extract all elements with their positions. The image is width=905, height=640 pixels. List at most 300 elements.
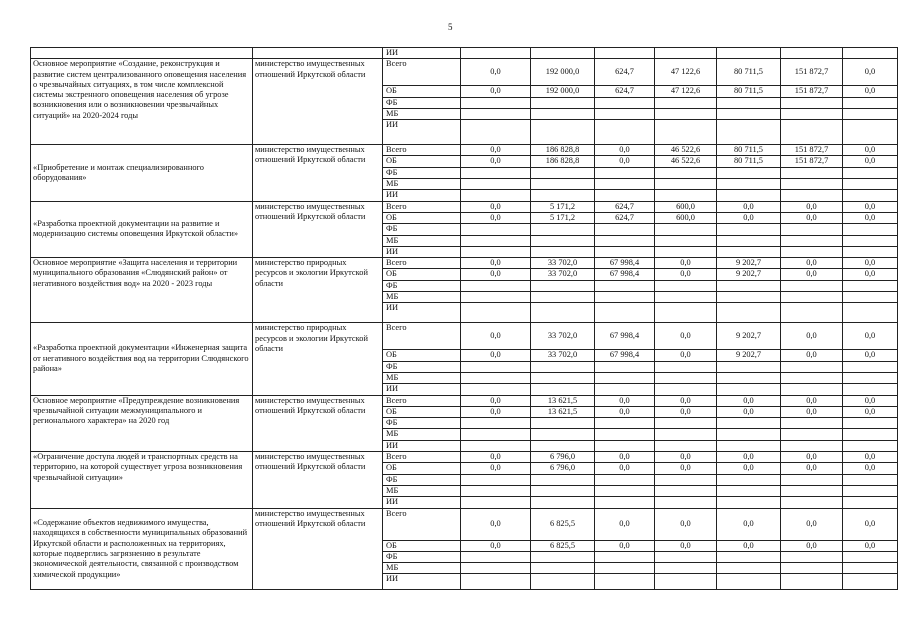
value-cell: 0,0: [781, 452, 843, 463]
funding-source-cell: ФБ: [383, 551, 461, 562]
table-row: [31, 48, 898, 59]
value-cell: 0,0: [655, 463, 717, 474]
value-cell: [531, 474, 595, 485]
value-cell: 0,0: [595, 508, 655, 540]
value-cell: [531, 485, 595, 496]
value-cell: 0,0: [843, 86, 898, 97]
value-cell: 0,0: [595, 395, 655, 406]
value-cell: [595, 563, 655, 574]
funding-source-cell: Всего: [383, 508, 461, 540]
value-cell: [655, 384, 717, 395]
value-cell: 0,0: [655, 269, 717, 280]
value-cell: [461, 235, 531, 246]
value-cell: 192 000,0: [531, 59, 595, 86]
value-cell: [843, 418, 898, 429]
value-cell: [655, 429, 717, 440]
value-cell: 0,0: [781, 323, 843, 350]
value-cell: [781, 361, 843, 372]
funding-source-cell: Всего: [383, 323, 461, 350]
table-row: [31, 201, 898, 212]
value-cell: [781, 497, 843, 508]
value-cell: 80 711,5: [717, 86, 781, 97]
funding-source-cell: МБ: [383, 485, 461, 496]
funding-source-cell: ОБ: [383, 406, 461, 417]
value-cell: [595, 235, 655, 246]
funding-source-cell: ФБ: [383, 167, 461, 178]
executor-cell: министерство природных ресурсов и экологии Иркутской области: [253, 258, 383, 323]
value-cell: 5 171,2: [531, 201, 595, 212]
value-cell: 6 825,5: [531, 540, 595, 551]
value-cell: 0,0: [461, 269, 531, 280]
activity-name-cell: «Приобретение и монтаж специализированного оборудования»: [31, 145, 253, 201]
value-cell: [843, 120, 898, 145]
value-cell: [781, 48, 843, 59]
value-cell: 0,0: [717, 452, 781, 463]
activity-name-cell: «Ограничение доступа людей и транспортных средств на территорию, на которой существует угроза возникновения чрезвычайной ситуации»: [31, 452, 253, 508]
value-cell: 0,0: [843, 269, 898, 280]
value-cell: [717, 120, 781, 145]
value-cell: [781, 418, 843, 429]
value-cell: 0,0: [655, 540, 717, 551]
executor-cell: [253, 48, 383, 59]
name-cell: [31, 48, 253, 59]
funding-source-cell: ОБ: [383, 350, 461, 361]
value-cell: [595, 97, 655, 108]
funding-source-cell: Всего: [383, 59, 461, 86]
value-cell: [717, 574, 781, 590]
value-cell: [655, 497, 717, 508]
value-cell: 624,7: [595, 86, 655, 97]
value-cell: [461, 418, 531, 429]
activity-name-cell: Основное мероприятие «Защита населения и территории муниципального образования «Слюдянский район» от негативного воздействия вод» на 2020 - 2023 годы: [31, 258, 253, 323]
value-cell: [717, 440, 781, 451]
executor-cell: министерство имущественных отношений Иркутской области: [253, 508, 383, 590]
value-cell: [781, 440, 843, 451]
value-cell: 0,0: [717, 540, 781, 551]
value-cell: [531, 563, 595, 574]
value-cell: [595, 179, 655, 190]
value-cell: 9 202,7: [717, 258, 781, 269]
funding-source-cell: Всего: [383, 145, 461, 156]
activity-name-cell: «Содержание объектов недвижимого имущества, находящихся в собственности муниципальных образований Иркутской области и расположенных на территориях, которые подверглись загрязнению в результате экономической деятельности, связанной с производством химической продукции»: [31, 508, 253, 590]
value-cell: [843, 48, 898, 59]
value-cell: [843, 97, 898, 108]
value-cell: 33 702,0: [531, 323, 595, 350]
funding-source-cell: ИИ: [383, 440, 461, 451]
activity-name-cell: Основное мероприятие «Предупреждение возникновения чрезвычайной ситуации межмуниципального и регионального характера» на 2020 год: [31, 395, 253, 451]
value-cell: [531, 48, 595, 59]
value-cell: [531, 190, 595, 201]
funding-source-cell: МБ: [383, 108, 461, 119]
value-cell: [461, 551, 531, 562]
value-cell: [531, 97, 595, 108]
value-cell: [595, 372, 655, 383]
value-cell: [595, 190, 655, 201]
value-cell: [595, 440, 655, 451]
value-cell: [843, 551, 898, 562]
value-cell: 0,0: [595, 463, 655, 474]
executor-cell: министерство имущественных отношений Иркутской области: [253, 452, 383, 508]
value-cell: [595, 361, 655, 372]
value-cell: 0,0: [595, 145, 655, 156]
value-cell: 0,0: [781, 463, 843, 474]
value-cell: 33 702,0: [531, 258, 595, 269]
funding-source-cell: ОБ: [383, 269, 461, 280]
value-cell: 0,0: [655, 323, 717, 350]
value-cell: [531, 429, 595, 440]
value-cell: 0,0: [461, 463, 531, 474]
value-cell: [717, 97, 781, 108]
value-cell: [531, 108, 595, 119]
table-row: [31, 258, 898, 269]
value-cell: [531, 280, 595, 291]
value-cell: [655, 474, 717, 485]
funding-source-cell: ФБ: [383, 418, 461, 429]
value-cell: [655, 303, 717, 323]
value-cell: 0,0: [843, 508, 898, 540]
value-cell: [531, 246, 595, 257]
value-cell: [781, 551, 843, 562]
funding-source-cell: ФБ: [383, 474, 461, 485]
value-cell: [781, 108, 843, 119]
value-cell: [717, 224, 781, 235]
value-cell: 0,0: [461, 406, 531, 417]
value-cell: 0,0: [781, 212, 843, 223]
value-cell: [595, 485, 655, 496]
value-cell: 0,0: [461, 323, 531, 350]
value-cell: 0,0: [461, 86, 531, 97]
value-cell: [461, 563, 531, 574]
value-cell: 0,0: [843, 201, 898, 212]
value-cell: 151 872,7: [781, 145, 843, 156]
value-cell: [655, 361, 717, 372]
value-cell: [655, 485, 717, 496]
value-cell: [843, 429, 898, 440]
value-cell: [461, 120, 531, 145]
value-cell: [717, 372, 781, 383]
value-cell: 0,0: [717, 212, 781, 223]
value-cell: 151 872,7: [781, 86, 843, 97]
value-cell: [717, 551, 781, 562]
value-cell: 624,7: [595, 212, 655, 223]
value-cell: [461, 485, 531, 496]
executor-cell: министерство имущественных отношений Иркутской области: [253, 201, 383, 257]
activity-name-cell: «Разработка проектной документации «Инженерная защита от негативного воздействия вод на территории Слюдянского района»: [31, 323, 253, 395]
value-cell: [843, 497, 898, 508]
value-cell: 0,0: [461, 350, 531, 361]
value-cell: [531, 361, 595, 372]
value-cell: 624,7: [595, 201, 655, 212]
value-cell: 600,0: [655, 212, 717, 223]
value-cell: [655, 108, 717, 119]
value-cell: 0,0: [843, 406, 898, 417]
value-cell: 0,0: [843, 452, 898, 463]
value-cell: [717, 303, 781, 323]
activity-name-cell: Основное мероприятие «Создание, реконструкция и развитие систем централизованного оповещения населения о чрезвычайных ситуациях, в том числе комплексной системы экстренного оповещения населения об угрозе возникновения или о возникновении чрезвычайных ситуаций» на 2020-2024 годы: [31, 59, 253, 145]
value-cell: [531, 384, 595, 395]
value-cell: [655, 167, 717, 178]
value-cell: [843, 246, 898, 257]
value-cell: 13 621,5: [531, 395, 595, 406]
value-cell: [531, 551, 595, 562]
value-cell: [717, 361, 781, 372]
value-cell: [461, 429, 531, 440]
value-cell: [843, 190, 898, 201]
value-cell: [461, 440, 531, 451]
value-cell: 0,0: [781, 508, 843, 540]
value-cell: 0,0: [843, 395, 898, 406]
value-cell: [531, 120, 595, 145]
value-cell: 80 711,5: [717, 156, 781, 167]
value-cell: [843, 235, 898, 246]
value-cell: [843, 574, 898, 590]
value-cell: [781, 303, 843, 323]
funding-source-cell: ОБ: [383, 540, 461, 551]
value-cell: 80 711,5: [717, 59, 781, 86]
value-cell: 0,0: [595, 452, 655, 463]
value-cell: 13 621,5: [531, 406, 595, 417]
value-cell: [531, 440, 595, 451]
value-cell: [595, 574, 655, 590]
value-cell: 0,0: [461, 258, 531, 269]
value-cell: [461, 497, 531, 508]
value-cell: [595, 551, 655, 562]
value-cell: 0,0: [655, 258, 717, 269]
funding-source-cell: ФБ: [383, 361, 461, 372]
value-cell: [781, 179, 843, 190]
funding-source-cell: ФБ: [383, 97, 461, 108]
value-cell: 0,0: [461, 395, 531, 406]
executor-cell: министерство имущественных отношений Иркутской области: [253, 395, 383, 451]
funding-source-cell: МБ: [383, 235, 461, 246]
value-cell: [655, 418, 717, 429]
value-cell: [531, 418, 595, 429]
value-cell: [461, 474, 531, 485]
value-cell: 67 998,4: [595, 258, 655, 269]
funding-source-cell: МБ: [383, 292, 461, 303]
value-cell: 151 872,7: [781, 59, 843, 86]
value-cell: 0,0: [655, 395, 717, 406]
value-cell: [655, 551, 717, 562]
value-cell: [655, 280, 717, 291]
funding-source-cell: МБ: [383, 563, 461, 574]
value-cell: 9 202,7: [717, 323, 781, 350]
value-cell: [531, 167, 595, 178]
value-cell: [461, 190, 531, 201]
value-cell: [461, 292, 531, 303]
value-cell: [461, 574, 531, 590]
value-cell: [531, 179, 595, 190]
value-cell: [531, 574, 595, 590]
value-cell: [531, 235, 595, 246]
value-cell: [843, 292, 898, 303]
value-cell: [843, 474, 898, 485]
page-number: 5: [448, 22, 453, 32]
funding-source-cell: ИИ: [383, 574, 461, 590]
value-cell: [717, 108, 781, 119]
value-cell: [531, 372, 595, 383]
value-cell: [717, 497, 781, 508]
value-cell: 0,0: [781, 258, 843, 269]
value-cell: [781, 384, 843, 395]
value-cell: 0,0: [717, 201, 781, 212]
table-row: [31, 395, 898, 406]
value-cell: [595, 497, 655, 508]
value-cell: [781, 224, 843, 235]
value-cell: [717, 179, 781, 190]
value-cell: 0,0: [461, 212, 531, 223]
value-cell: [781, 574, 843, 590]
value-cell: [461, 372, 531, 383]
value-cell: [717, 429, 781, 440]
value-cell: 0,0: [843, 145, 898, 156]
funding-source-cell: ОБ: [383, 212, 461, 223]
value-cell: [843, 361, 898, 372]
value-cell: [595, 280, 655, 291]
value-cell: 0,0: [843, 258, 898, 269]
source-cell: ИИ: [383, 48, 461, 59]
value-cell: [843, 440, 898, 451]
value-cell: 0,0: [843, 463, 898, 474]
value-cell: 6 796,0: [531, 452, 595, 463]
value-cell: [781, 474, 843, 485]
value-cell: [781, 167, 843, 178]
value-cell: 0,0: [717, 508, 781, 540]
value-cell: 624,7: [595, 59, 655, 86]
value-cell: 47 122,6: [655, 59, 717, 86]
table-row: [31, 59, 898, 86]
value-cell: [717, 418, 781, 429]
value-cell: 0,0: [843, 156, 898, 167]
value-cell: [595, 224, 655, 235]
funding-source-cell: ОБ: [383, 463, 461, 474]
value-cell: 0,0: [461, 452, 531, 463]
value-cell: [843, 280, 898, 291]
value-cell: [843, 179, 898, 190]
value-cell: 0,0: [461, 201, 531, 212]
value-cell: 0,0: [461, 156, 531, 167]
value-cell: 186 828,8: [531, 145, 595, 156]
value-cell: 151 872,7: [781, 156, 843, 167]
table-row: [31, 508, 898, 540]
value-cell: [531, 303, 595, 323]
value-cell: [655, 372, 717, 383]
value-cell: 0,0: [655, 350, 717, 361]
value-cell: 186 828,8: [531, 156, 595, 167]
value-cell: 0,0: [843, 212, 898, 223]
value-cell: [655, 235, 717, 246]
value-cell: [717, 474, 781, 485]
value-cell: [595, 108, 655, 119]
funding-source-cell: ИИ: [383, 303, 461, 323]
value-cell: 0,0: [717, 463, 781, 474]
value-cell: [843, 108, 898, 119]
value-cell: 0,0: [595, 406, 655, 417]
value-cell: [781, 246, 843, 257]
value-cell: [655, 292, 717, 303]
value-cell: [781, 429, 843, 440]
value-cell: [595, 418, 655, 429]
value-cell: [781, 280, 843, 291]
value-cell: [595, 474, 655, 485]
value-cell: [595, 48, 655, 59]
value-cell: [595, 120, 655, 145]
value-cell: 33 702,0: [531, 350, 595, 361]
value-cell: 0,0: [461, 508, 531, 540]
value-cell: [843, 372, 898, 383]
funding-source-cell: ОБ: [383, 156, 461, 167]
funding-source-cell: ОБ: [383, 86, 461, 97]
funding-source-cell: ИИ: [383, 384, 461, 395]
value-cell: [781, 563, 843, 574]
value-cell: [595, 303, 655, 323]
activity-name-cell: «Разработка проектной документации на развитие и модернизацию системы оповещения Иркутской области»: [31, 201, 253, 257]
value-cell: [461, 48, 531, 59]
value-cell: [843, 384, 898, 395]
value-cell: 0,0: [843, 323, 898, 350]
funding-source-cell: ИИ: [383, 497, 461, 508]
funding-source-cell: МБ: [383, 179, 461, 190]
value-cell: [781, 97, 843, 108]
value-cell: [461, 108, 531, 119]
table-row: [31, 323, 898, 350]
value-cell: 67 998,4: [595, 350, 655, 361]
funding-source-cell: МБ: [383, 429, 461, 440]
funding-source-cell: ИИ: [383, 246, 461, 257]
value-cell: [461, 303, 531, 323]
value-cell: 0,0: [655, 406, 717, 417]
value-cell: [655, 440, 717, 451]
value-cell: [781, 190, 843, 201]
value-cell: [595, 292, 655, 303]
value-cell: 0,0: [781, 395, 843, 406]
value-cell: 0,0: [781, 201, 843, 212]
funding-source-cell: ФБ: [383, 224, 461, 235]
table-body: [31, 48, 898, 590]
value-cell: 80 711,5: [717, 145, 781, 156]
budget-table: [30, 47, 898, 590]
funding-source-cell: Всего: [383, 452, 461, 463]
value-cell: 0,0: [717, 395, 781, 406]
value-cell: 0,0: [655, 452, 717, 463]
value-cell: [531, 292, 595, 303]
value-cell: [781, 485, 843, 496]
executor-cell: министерство имущественных отношений Иркутской области: [253, 145, 383, 201]
value-cell: [843, 485, 898, 496]
value-cell: 0,0: [595, 540, 655, 551]
value-cell: [843, 563, 898, 574]
value-cell: [717, 246, 781, 257]
value-cell: [717, 235, 781, 246]
funding-source-cell: Всего: [383, 258, 461, 269]
value-cell: [595, 167, 655, 178]
value-cell: 0,0: [843, 59, 898, 86]
value-cell: [781, 120, 843, 145]
value-cell: [595, 384, 655, 395]
executor-cell: министерство природных ресурсов и экологии Иркутской области: [253, 323, 383, 395]
value-cell: [717, 485, 781, 496]
value-cell: [843, 303, 898, 323]
value-cell: [655, 563, 717, 574]
value-cell: 46 522,6: [655, 156, 717, 167]
value-cell: [781, 292, 843, 303]
value-cell: [717, 280, 781, 291]
value-cell: [461, 280, 531, 291]
funding-source-cell: Всего: [383, 395, 461, 406]
value-cell: [717, 292, 781, 303]
value-cell: 0,0: [843, 540, 898, 551]
value-cell: [595, 429, 655, 440]
